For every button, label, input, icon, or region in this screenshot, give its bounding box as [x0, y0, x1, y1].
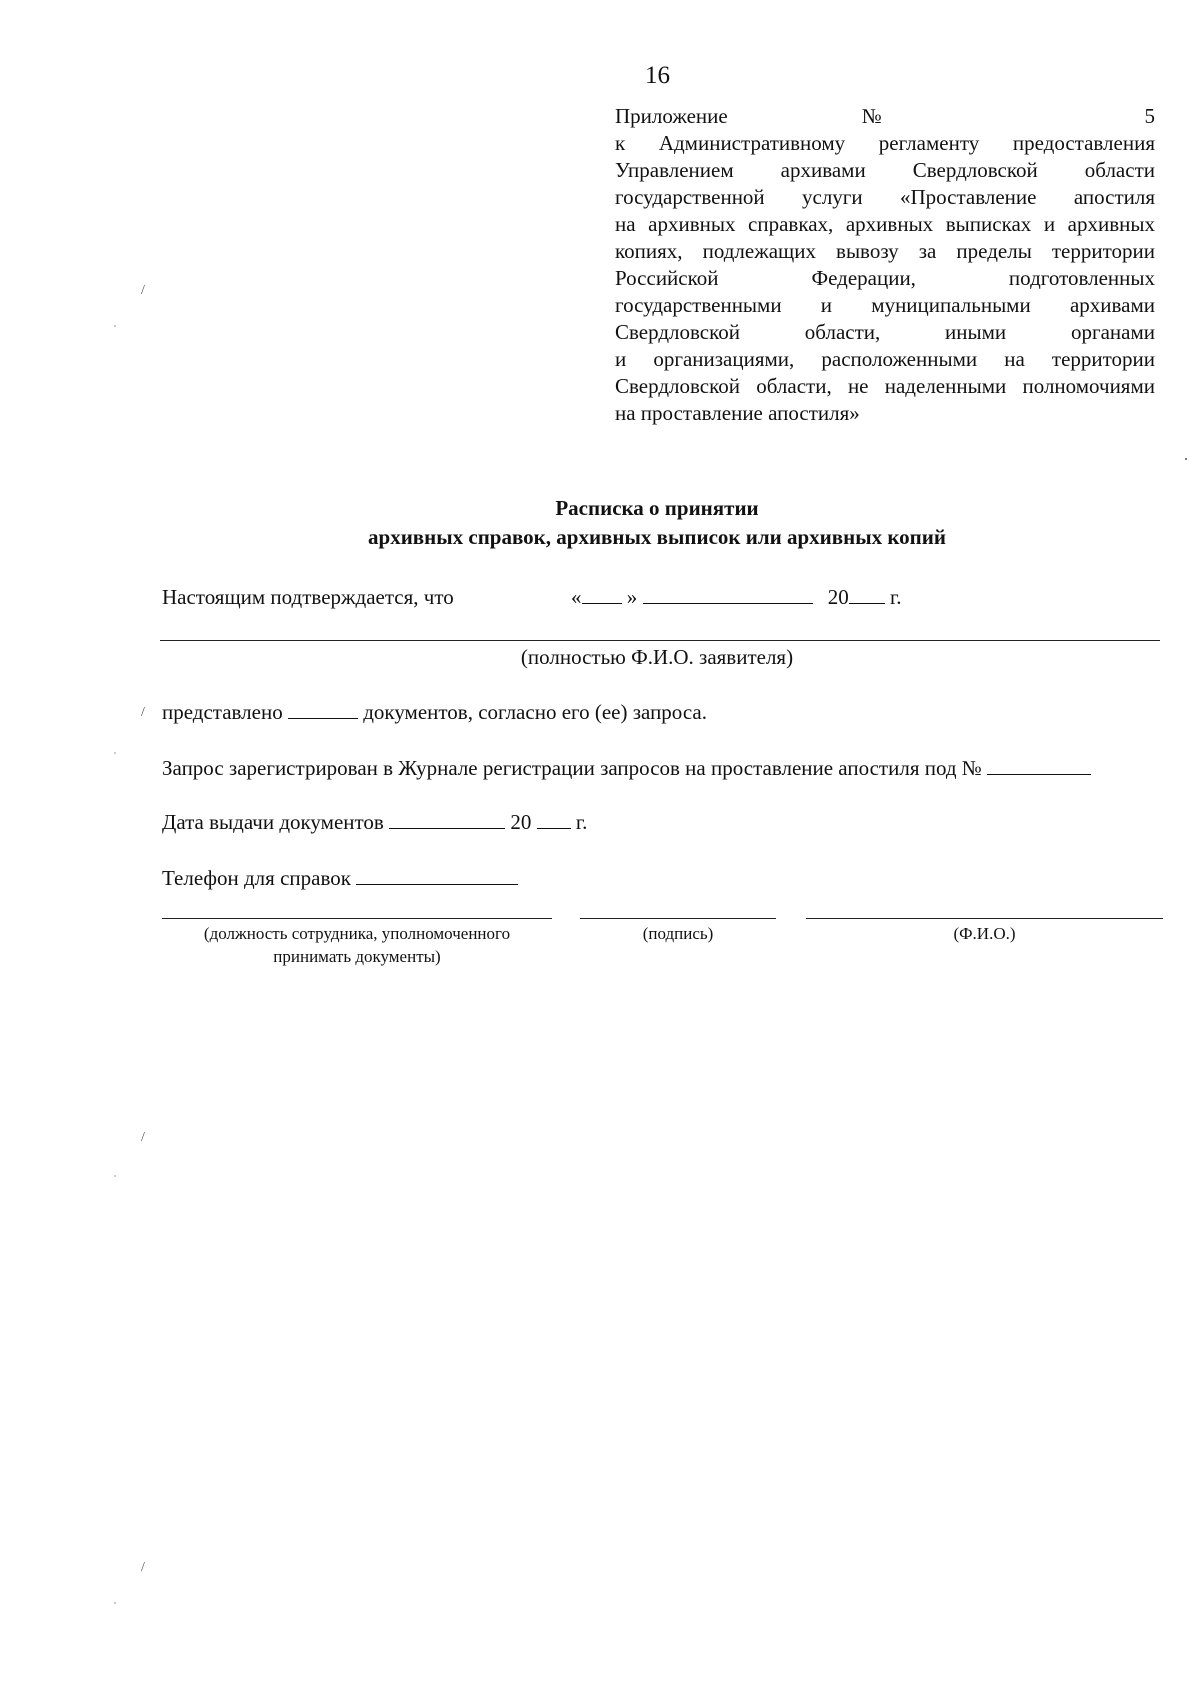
appendix-line: Свердловской области, не наделенными полномочиями	[615, 374, 1155, 398]
appendix-line: Управлением архивами Свердловской области	[615, 158, 1155, 182]
name-line[interactable]	[806, 918, 1163, 919]
confirm-row	[162, 585, 454, 610]
issue-year-blank[interactable]	[537, 810, 571, 829]
signature-line[interactable]	[580, 918, 776, 919]
appendix-header	[615, 103, 1155, 427]
issue-date-blank[interactable]	[389, 810, 505, 829]
quote-open: «	[571, 585, 582, 609]
submitted-row	[162, 700, 707, 725]
document-count-blank[interactable]	[288, 700, 358, 719]
scan-speck	[114, 1602, 116, 1604]
punch-mark: /	[141, 705, 145, 720]
issue-year-prefix: 20	[510, 810, 532, 834]
scan-speck	[1185, 458, 1187, 460]
year-suffix: г.	[890, 585, 902, 609]
appendix-line: копиях, подлежащих вывозу за пределы территории	[615, 239, 1155, 263]
punch-mark: /	[141, 283, 145, 298]
confirm-text: Настоящим подтверждается, что	[162, 585, 454, 609]
day-blank[interactable]	[582, 585, 622, 604]
appendix-line: государственной услуги «Проставление апостиля	[615, 185, 1155, 209]
position-caption	[162, 922, 552, 968]
document-subtitle: архивных справок, архивных выписок или архивных копий	[368, 525, 946, 549]
submitted-suffix: документов, согласно его (ее) запроса.	[363, 700, 707, 724]
fio-caption: (полностью Ф.И.О. заявителя)	[520, 645, 794, 669]
appendix-line: Российской Федерации, подготовленных	[615, 266, 1155, 290]
position-caption-line: принимать документы)	[273, 947, 441, 966]
issue-date-row	[162, 810, 587, 835]
applicant-name-line[interactable]	[160, 640, 1160, 641]
appendix-line: к Административному регламенту предоставления	[615, 131, 1155, 155]
registered-row	[162, 756, 1091, 781]
scan-speck	[114, 752, 116, 754]
month-blank[interactable]	[643, 585, 813, 604]
registration-number-blank[interactable]	[987, 756, 1091, 775]
page-number: 16	[645, 62, 670, 89]
name-caption: (Ф.И.О.)	[953, 924, 1016, 943]
issue-year-suffix: г.	[575, 810, 588, 834]
phone-row	[162, 866, 518, 891]
phone-blank[interactable]	[356, 866, 518, 885]
appendix-line: государственными и муниципальными архивами	[615, 293, 1155, 317]
document-title: Расписка о принятии	[555, 496, 759, 520]
scan-speck	[114, 325, 116, 327]
submitted-prefix: представлено	[162, 700, 283, 724]
position-caption-line: (должность сотрудника, уполномоченного	[203, 924, 511, 943]
appendix-line: на архивных справках, архивных выписках и архивных	[615, 212, 1155, 236]
appendix-line: Свердловской области, иными органами	[615, 320, 1155, 344]
quote-close: »	[626, 585, 638, 609]
punch-mark: /	[141, 1560, 145, 1575]
year-blank[interactable]	[849, 585, 885, 604]
appendix-line: и организациями, расположенными на территории	[615, 347, 1155, 371]
signature-caption: (подпись)	[642, 924, 714, 943]
position-line[interactable]	[162, 918, 552, 919]
issue-date-text: Дата выдачи документов	[162, 810, 384, 834]
appendix-line: на проставление апостиля»	[615, 401, 860, 425]
date-row	[571, 585, 902, 610]
year-prefix: 20	[827, 585, 849, 609]
registered-text: Запрос зарегистрирован в Журнале регистрации запросов на проставление апостиля под №	[162, 756, 982, 780]
phone-text: Телефон для справок	[162, 866, 351, 890]
appendix-line: Приложение № 5	[615, 104, 1155, 128]
punch-mark: /	[141, 1130, 145, 1145]
scan-speck	[114, 1175, 116, 1177]
